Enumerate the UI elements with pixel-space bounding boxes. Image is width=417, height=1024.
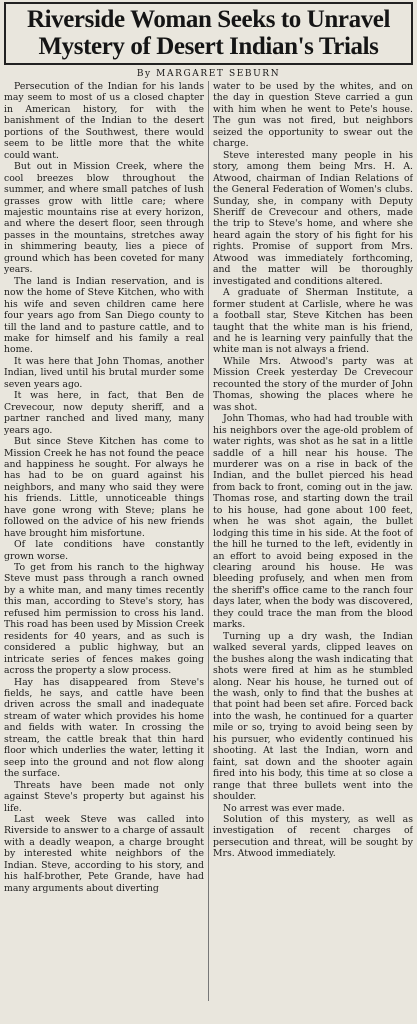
column-rule: [208, 81, 209, 1001]
article-column-right: [213, 81, 413, 1001]
headline-line-2: Mystery of Desert Indian's Trials: [38, 33, 379, 60]
headline-box: [4, 2, 413, 65]
article-paragraph: Last week Steve was called into Riverside to answer to a charge of assault with a deadly weapon, a charge brought by interested white neighbors of the Indian. Steve, according to his story, and his half-brother, Pete Grande, have had many arguments about diverting: [4, 814, 204, 894]
article-paragraph: A graduate of Sherman Institute, a former student at Carlisle, where he was a football star, Steve Kitchen has been taught that the white man is his friend, and he is learning very painfully that the white man is not always a friend.: [213, 287, 413, 356]
article-paragraph: Persecution of the Indian for his lands may seem to most of us a closed chapter in American history, for with the banishment of the Indian to the desert portions of the Southwest, there would seem to be little more that the white could want.: [4, 81, 204, 161]
article-paragraph: It was here, in fact, that Ben de Crevecour, now deputy sheriff, and a partner ranched and lived many, many years ago.: [4, 390, 204, 436]
article-paragraph: No arrest was ever made.: [223, 802, 345, 814]
article-paragraph: But since Steve Kitchen has come to Mission Creek he has not found the peace and happiness he sought. For always he has had to be on guard against his neighbors, and many who said they were his friends. Little, unnoticeable things have gone wrong with Steve; plans he followed on the advice of his new friends have brought him misfortune.: [4, 436, 204, 539]
article-column-left: [4, 81, 204, 1001]
article-paragraph: It was here that John Thomas, another Indian, lived until his brutal murder some seven years ago.: [4, 355, 204, 390]
headline-line-1: Riverside Woman Seeks to Unravel: [26, 6, 391, 33]
article-paragraph: water to be used by the whites, and on the day in question Steve carried a gun with him when he went to Pete's house. The gun was not fired, but neighbors seized the opportunity to swear out the charge.: [213, 81, 413, 150]
article-paragraph: Threats have been made not only against Steve's property but against his life.: [4, 779, 204, 814]
article-paragraph: Steve interested many people in his story, among them being Mrs. H. A. Atwood, chairman of Indian Relations of the General Federation of Women's clubs. Sunday, she, in company with Deputy Sheriff de Crevecour and others, made the trip to Steve's home, and where she heard again the story of his fight for his rights. Promise of support from Mrs. Atwood was immediately forthcoming, and the matter will be thoroughly investigated and conditions altered.: [213, 149, 413, 287]
article-paragraph: The land is Indian reservation, and is now the home of Steve Kitchen, who with his wife and seven children came here four years ago from San Diego county to till the land and to pasture cattle, and to make for himself and his family a real home.: [4, 275, 204, 356]
article-columns: [4, 81, 413, 1001]
article-paragraph: Turning up a dry wash, the Indian walked several yards, clipped leaves on the bushes along the wash indicating that shots were fired at him as he stumbled along. Near his house, he turned out of the wash, only to find that the bushes at that point had been set afire. Forced back into the wash, he continued for a quarter mile or so, trying to avoid being seen by his pursuer, who evidently continued his shooting. At last the Indian, worn and faint, sat down and the shooter again fired into his body, this time at so close a range that three bullets went into the shoulder.: [213, 630, 413, 803]
article-paragraph: To get from his ranch to the highway Steve must pass through a ranch owned by a white man, and many times recently this man, according to Steve's story, has refused him permission to cross his land. This road has been used by Mission Creek residents for 40 years, and as such is considered a public highway, but an intricate series of fences makes going across the property a slow process.: [4, 562, 204, 677]
article-paragraph: Of late conditions have constantly grown worse.: [4, 539, 204, 562]
article-paragraph: While Mrs. Atwood's party was at Mission Creek yesterday De Crevecour recounted the story of the murder of John Thomas, showing the places where he was shot.: [213, 355, 413, 413]
article-paragraph: John Thomas, who had had trouble with his neighbors over the age-old problem of water rights, was shot as he sat in a little saddle of a hill near his house. The murderer was on a rise in back of the Indian, and the bullet pierced his head from back to front, coming out in the jaw. Thomas rose, and starting down the trail to his house, had gone about 100 feet, when he was shot again, the bullet lodging this time in his side. At the foot of the hill he turned to the left, evidently in an effort to avoid being exposed in the clearing around his house. He was bleeding profusely, and when men from the sheriff's office came to the ranch four days later, when the body was discovered, they could trace the man from the blood marks.: [213, 413, 413, 631]
article-paragraph: Solution of this mystery, as well as investigation of recent charges of persecution and threat, will be sought by Mrs. Atwood immediately.: [213, 814, 413, 860]
article-paragraph: Hay has disappeared from Steve's fields, he says, and cattle have been driven across the small and inadequate stream of water which provides his home and fields with water. In crossing the stream, the cattle break that thin hard floor which underlies the water, letting it seep into the ground and not flow along the surface.: [4, 676, 204, 780]
byline: By MARGARET SEBURN: [136, 69, 281, 79]
article-paragraph: But out in Mission Creek, where the cool breezes blow throughout the summer, and where small patches of lush grasses grow with little care; where majestic mountains rise at every horizon, and where the desert floor, seen through passes in the mountains, stretches away in shimmering beauty, lies a piece of ground which has been coveted for many years.: [4, 161, 204, 276]
headline: [8, 6, 409, 60]
